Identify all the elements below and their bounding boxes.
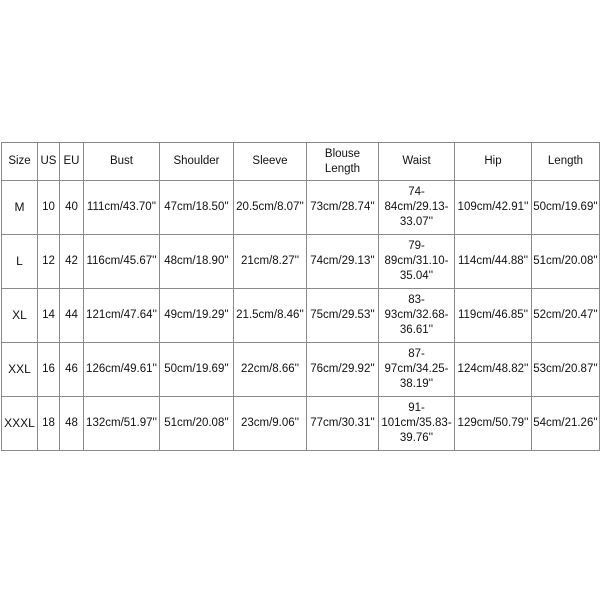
cell-bust: 121cm/47.64'': [84, 289, 160, 343]
cell-us: 14: [38, 289, 60, 343]
table-row: [2, 343, 600, 397]
header-blouse-length: Blouse Length: [307, 143, 379, 181]
cell-sleeve: 21cm/8.27'': [234, 235, 307, 289]
cell-waist: 74- 84cm/29.13- 33.07'': [379, 181, 455, 235]
cell-size: XXXL: [2, 397, 38, 451]
cell-length: 51cm/20.08'': [532, 235, 600, 289]
header-row: [2, 143, 600, 181]
header-eu: EU: [60, 143, 84, 181]
cell-shoulder: 49cm/19.29'': [160, 289, 234, 343]
cell-shoulder: 48cm/18.90'': [160, 235, 234, 289]
cell-size: M: [2, 181, 38, 235]
cell-us: 12: [38, 235, 60, 289]
cell-size: L: [2, 235, 38, 289]
header-sleeve: Sleeve: [234, 143, 307, 181]
cell-hip: 109cm/42.91'': [455, 181, 532, 235]
cell-waist: 79- 89cm/31.10- 35.04'': [379, 235, 455, 289]
cell-sleeve: 23cm/9.06'': [234, 397, 307, 451]
cell-bust: 126cm/49.61'': [84, 343, 160, 397]
cell-eu: 48: [60, 397, 84, 451]
header-length: Length: [532, 143, 600, 181]
cell-blouse-length: 77cm/30.31'': [307, 397, 379, 451]
cell-blouse-length: 76cm/29.92'': [307, 343, 379, 397]
cell-length: 53cm/20.87'': [532, 343, 600, 397]
cell-us: 18: [38, 397, 60, 451]
cell-sleeve: 22cm/8.66'': [234, 343, 307, 397]
table-row: [2, 181, 600, 235]
cell-eu: 46: [60, 343, 84, 397]
cell-blouse-length: 74cm/29.13'': [307, 235, 379, 289]
size-chart-table: [1, 142, 600, 451]
header-shoulder: Shoulder: [160, 143, 234, 181]
cell-bust: 111cm/43.70'': [84, 181, 160, 235]
header-us: US: [38, 143, 60, 181]
cell-eu: 42: [60, 235, 84, 289]
cell-sleeve: 21.5cm/8.46'': [234, 289, 307, 343]
cell-hip: 124cm/48.82'': [455, 343, 532, 397]
header-bust: Bust: [84, 143, 160, 181]
cell-size: XXL: [2, 343, 38, 397]
header-waist: Waist: [379, 143, 455, 181]
cell-hip: 119cm/46.85'': [455, 289, 532, 343]
cell-sleeve: 20.5cm/8.07'': [234, 181, 307, 235]
cell-bust: 132cm/51.97'': [84, 397, 160, 451]
cell-bust: 116cm/45.67'': [84, 235, 160, 289]
table-row: [2, 397, 600, 451]
cell-waist: 87- 97cm/34.25- 38.19'': [379, 343, 455, 397]
table-row: [2, 289, 600, 343]
cell-length: 52cm/20.47'': [532, 289, 600, 343]
cell-us: 16: [38, 343, 60, 397]
table-row: [2, 235, 600, 289]
cell-blouse-length: 75cm/29.53'': [307, 289, 379, 343]
cell-us: 10: [38, 181, 60, 235]
cell-eu: 40: [60, 181, 84, 235]
cell-shoulder: 51cm/20.08'': [160, 397, 234, 451]
cell-blouse-length: 73cm/28.74'': [307, 181, 379, 235]
cell-waist: 91- 101cm/35.83- 39.76'': [379, 397, 455, 451]
cell-length: 54cm/21.26'': [532, 397, 600, 451]
cell-hip: 129cm/50.79'': [455, 397, 532, 451]
cell-length: 50cm/19.69'': [532, 181, 600, 235]
cell-waist: 83- 93cm/32.68- 36.61'': [379, 289, 455, 343]
cell-size: XL: [2, 289, 38, 343]
cell-hip: 114cm/44.88'': [455, 235, 532, 289]
header-hip: Hip: [455, 143, 532, 181]
cell-shoulder: 50cm/19.69'': [160, 343, 234, 397]
header-size: Size: [2, 143, 38, 181]
cell-eu: 44: [60, 289, 84, 343]
cell-shoulder: 47cm/18.50'': [160, 181, 234, 235]
